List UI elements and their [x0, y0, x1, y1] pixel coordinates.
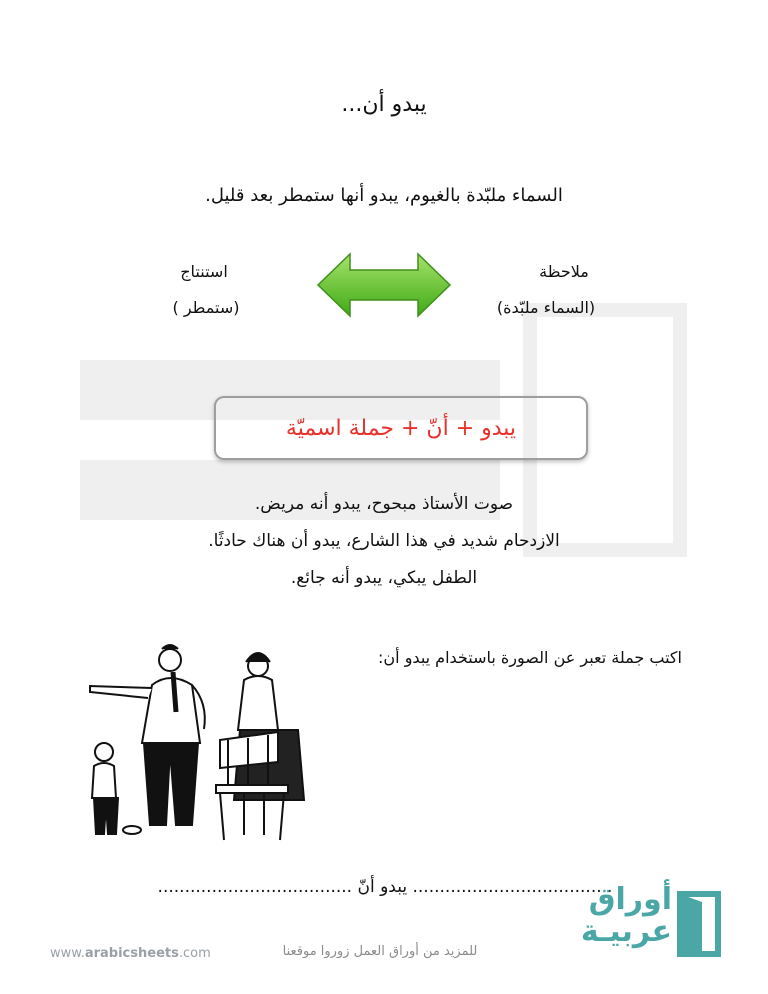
- example-sentence: السماء ملبّدة بالغيوم، يبدو أنها ستمطر بعد قليل.: [205, 185, 563, 206]
- formula-text: يبدو + أنّ + جملة اسميّة: [285, 415, 517, 441]
- conclusion-detail: (ستمطر ): [172, 298, 240, 317]
- task-instruction: اكتب جملة تعبر عن الصورة باستخدام يبدو أن:: [378, 648, 682, 667]
- footer-url[interactable]: www.arabicsheets.com: [50, 946, 211, 961]
- double-arrow-icon: [316, 252, 452, 318]
- example-3: الطفل يبكي، يبدو أنه جائع.: [290, 568, 478, 588]
- conclusion-label: استنتاج: [180, 262, 228, 281]
- formula-box: [214, 396, 588, 460]
- brand-logo-text: أوراق عربيـة: [580, 882, 672, 949]
- example-1: صوت الأستاذ مبحوح، يبدو أنه مريض.: [254, 494, 514, 514]
- footer-tagline: للمزيد من أوراق العمل زوروا موقعنا: [282, 944, 478, 959]
- answer-fill-line[interactable]: ..................................... يبدو أنّ ....................................: [157, 877, 613, 897]
- family-illustration: [88, 640, 318, 845]
- book-icon: [676, 890, 722, 958]
- observation-detail: (السماء ملبّدة): [496, 298, 596, 317]
- page-title: يبدو أن...: [341, 92, 427, 117]
- example-2: الازدحام شديد في هذا الشارع، يبدو أن هناك حادثًا.: [208, 531, 560, 551]
- observation-label: ملاحظة: [539, 262, 589, 281]
